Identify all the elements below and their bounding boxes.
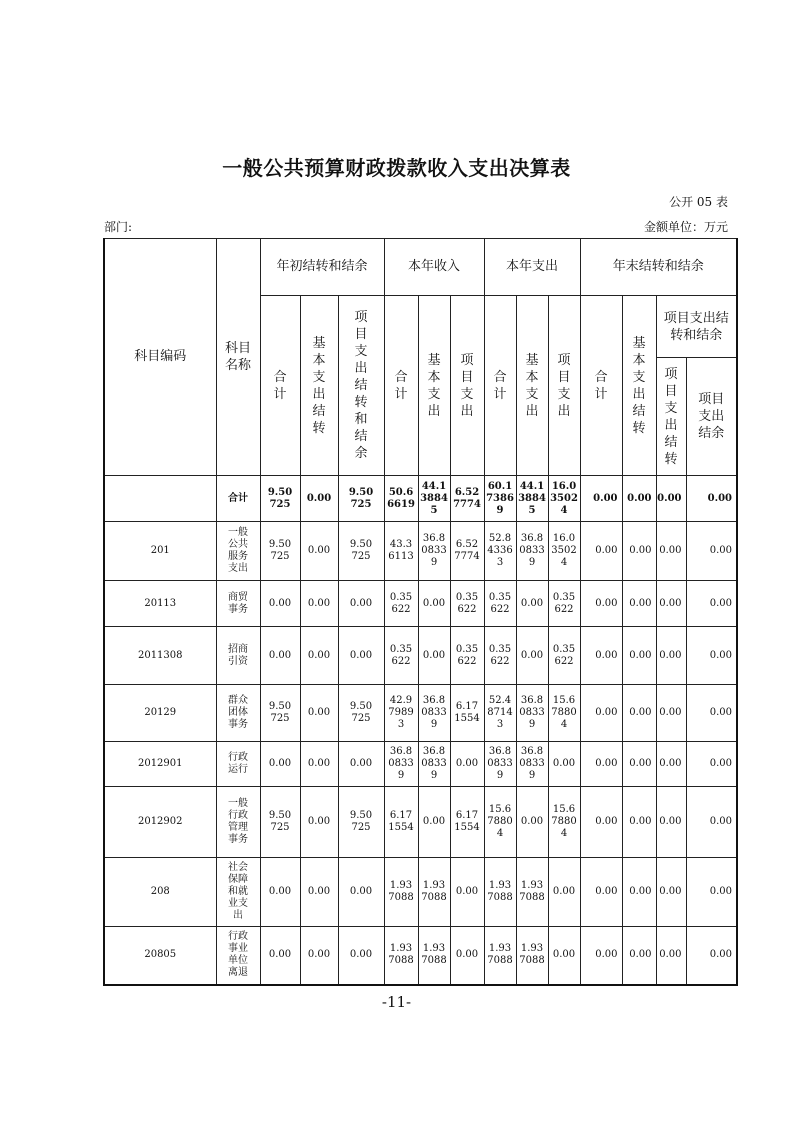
amount-cell: 0.00 <box>580 685 622 742</box>
amount-cell: 0.00 <box>580 787 622 858</box>
amount-cell: 9.50725 <box>338 476 384 522</box>
table-row <box>104 927 737 985</box>
amount-cell: 0.00 <box>622 927 656 985</box>
subject-name-cell: 行政事业单位离退 <box>216 927 260 985</box>
page-number: -11- <box>381 993 412 1011</box>
table-row <box>104 581 737 627</box>
amount-cell: 0.00 <box>622 476 656 522</box>
subject-name-cell: 群众团体事务 <box>216 685 260 742</box>
subject-name-cell: 行政运行 <box>216 742 260 787</box>
amount-cell: 52.843363 <box>484 522 516 581</box>
amount-cell: 0.00 <box>622 787 656 858</box>
amount-cell: 0.00 <box>260 581 300 627</box>
subject-name-cell: 合计 <box>216 476 260 522</box>
amount-cell: 0.00 <box>656 927 686 985</box>
amount-cell: 1.937088 <box>418 927 450 985</box>
header-begin-basic: 基本支出结转 <box>300 296 338 476</box>
amount-cell: 0.00 <box>580 858 622 927</box>
amount-cell: 0.35622 <box>484 627 516 685</box>
amount-cell: 0.35622 <box>450 581 484 627</box>
table-row <box>104 627 737 685</box>
amount-cell: 16.035024 <box>548 522 580 581</box>
amount-cell: 0.35622 <box>384 581 418 627</box>
budget-table <box>103 238 738 986</box>
subject-name-cell: 一般公共服务支出 <box>216 522 260 581</box>
amount-cell: 9.50725 <box>260 685 300 742</box>
amount-cell: 0.00 <box>656 787 686 858</box>
amount-cell: 0.00 <box>548 858 580 927</box>
subject-code-cell: 20113 <box>104 581 216 627</box>
amount-cell: 0.00 <box>338 627 384 685</box>
amount-cell: 15.678804 <box>484 787 516 858</box>
subject-name-cell: 商贸事务 <box>216 581 260 627</box>
amount-cell: 9.50725 <box>260 476 300 522</box>
header-expense-project: 项目支出 <box>548 296 580 476</box>
amount-cell: 0.00 <box>548 927 580 985</box>
form-code: 公开 05 表 <box>669 195 728 209</box>
amount-cell: 0.00 <box>418 787 450 858</box>
amount-cell: 0.00 <box>300 685 338 742</box>
amount-cell: 0.00 <box>516 581 548 627</box>
amount-cell: 9.50725 <box>260 787 300 858</box>
amount-cell: 36.808339 <box>418 742 450 787</box>
subject-code-cell: 2012902 <box>104 787 216 858</box>
header-end-total: 合计 <box>580 296 622 476</box>
amount-cell: 0.00 <box>300 927 338 985</box>
amount-cell: 0.00 <box>622 522 656 581</box>
amount-cell: 15.678804 <box>548 787 580 858</box>
amount-cell: 0.00 <box>260 742 300 787</box>
amount-cell: 0.00 <box>686 627 737 685</box>
header-group-begin: 年初结转和结余 <box>260 239 384 296</box>
table-row <box>104 685 737 742</box>
amount-cell: 1.937088 <box>484 858 516 927</box>
total-row <box>104 476 737 522</box>
table-row <box>104 522 737 581</box>
amount-cell: 1.937088 <box>516 927 548 985</box>
amount-cell: 0.00 <box>260 927 300 985</box>
table-row <box>104 742 737 787</box>
amount-cell: 6.171554 <box>450 685 484 742</box>
amount-cell: 36.808339 <box>516 742 548 787</box>
amount-cell: 0.35622 <box>548 627 580 685</box>
header-end-project-transfer: 项目支出结转 <box>656 358 686 476</box>
amount-cell: 0.00 <box>656 522 686 581</box>
subject-code-cell: 2012901 <box>104 742 216 787</box>
amount-cell: 0.00 <box>686 685 737 742</box>
amount-cell: 0.00 <box>622 581 656 627</box>
header-subject-name: 科目名称 <box>216 239 260 476</box>
subject-name-cell: 招商引资 <box>216 627 260 685</box>
amount-cell: 0.00 <box>656 858 686 927</box>
amount-cell: 0.00 <box>260 627 300 685</box>
subject-code-cell: 2011308 <box>104 627 216 685</box>
amount-cell: 0.00 <box>686 927 737 985</box>
subject-name-cell: 一般行政管理事务 <box>216 787 260 858</box>
amount-cell: 0.00 <box>338 927 384 985</box>
amount-cell: 9.50725 <box>338 522 384 581</box>
amount-cell: 52.487143 <box>484 685 516 742</box>
unit-label: 金额单位：万元 <box>643 220 728 234</box>
amount-cell: 0.00 <box>686 787 737 858</box>
amount-cell: 0.00 <box>450 927 484 985</box>
amount-cell: 36.808339 <box>516 522 548 581</box>
amount-cell: 0.00 <box>580 476 622 522</box>
header-end-basic: 基本支出结转 <box>622 296 656 476</box>
subject-name-cell: 社会保障和就业支出 <box>216 858 260 927</box>
amount-cell: 44.138845 <box>516 476 548 522</box>
amount-cell: 0.00 <box>580 627 622 685</box>
amount-cell: 0.00 <box>300 581 338 627</box>
amount-cell: 0.00 <box>300 787 338 858</box>
header-group-expense: 本年支出 <box>484 239 580 296</box>
amount-cell: 0.00 <box>622 685 656 742</box>
amount-cell: 1.937088 <box>418 858 450 927</box>
table-row <box>104 787 737 858</box>
amount-cell: 0.00 <box>622 627 656 685</box>
amount-cell: 0.00 <box>450 742 484 787</box>
amount-cell: 0.00 <box>338 581 384 627</box>
subject-code-cell: 20129 <box>104 685 216 742</box>
amount-cell: 6.527774 <box>450 522 484 581</box>
amount-cell: 9.50725 <box>338 787 384 858</box>
amount-cell: 16.035024 <box>548 476 580 522</box>
amount-cell: 36.808339 <box>418 685 450 742</box>
subject-code-cell: 201 <box>104 522 216 581</box>
amount-cell: 0.00 <box>338 858 384 927</box>
amount-cell: 0.00 <box>580 742 622 787</box>
amount-cell: 9.50725 <box>260 522 300 581</box>
subject-code-cell: 208 <box>104 858 216 927</box>
amount-cell: 0.00 <box>418 627 450 685</box>
amount-cell: 0.00 <box>656 476 686 522</box>
amount-cell: 0.00 <box>580 522 622 581</box>
header-income-project: 项目支出 <box>450 296 484 476</box>
header-end-project-surplus: 项目支出结余 <box>686 358 737 476</box>
amount-cell: 15.678804 <box>548 685 580 742</box>
amount-cell: 6.171554 <box>450 787 484 858</box>
department-label: 部门: <box>104 220 133 234</box>
header-end-project-group: 项目支出结转和结余 <box>656 296 737 358</box>
amount-cell: 0.35622 <box>484 581 516 627</box>
amount-cell: 1.937088 <box>384 858 418 927</box>
amount-cell: 0.35622 <box>548 581 580 627</box>
amount-cell: 0.00 <box>656 742 686 787</box>
amount-cell: 0.00 <box>300 742 338 787</box>
header-group-income: 本年收入 <box>384 239 484 296</box>
amount-cell: 0.00 <box>686 522 737 581</box>
amount-cell: 0.00 <box>450 858 484 927</box>
amount-cell: 0.00 <box>686 581 737 627</box>
header-subject-code: 科目编码 <box>104 239 216 476</box>
header-expense-basic: 基本支出 <box>516 296 548 476</box>
amount-cell: 1.937088 <box>384 927 418 985</box>
header-income-basic: 基本支出 <box>418 296 450 476</box>
amount-cell: 0.00 <box>580 927 622 985</box>
amount-cell: 9.50725 <box>338 685 384 742</box>
amount-cell: 0.35622 <box>450 627 484 685</box>
amount-cell: 0.00 <box>622 858 656 927</box>
amount-cell: 0.00 <box>300 522 338 581</box>
amount-cell: 0.35622 <box>384 627 418 685</box>
amount-cell: 0.00 <box>622 742 656 787</box>
table-row <box>104 858 737 927</box>
amount-cell: 0.00 <box>300 627 338 685</box>
report-title: 一般公共预算财政拨款收入支出决算表 <box>222 156 571 180</box>
amount-cell: 0.00 <box>516 787 548 858</box>
amount-cell: 0.00 <box>300 476 338 522</box>
amount-cell: 36.808339 <box>484 742 516 787</box>
header-group-end: 年末结转和结余 <box>580 239 737 296</box>
subject-code-cell <box>104 476 216 522</box>
amount-cell: 0.00 <box>686 476 737 522</box>
header-expense-total: 合计 <box>484 296 516 476</box>
header-begin-project: 项目支出结转和结余 <box>338 296 384 476</box>
amount-cell: 0.00 <box>548 742 580 787</box>
amount-cell: 36.808339 <box>418 522 450 581</box>
amount-cell: 0.00 <box>656 685 686 742</box>
amount-cell: 1.937088 <box>516 858 548 927</box>
amount-cell: 0.00 <box>686 742 737 787</box>
amount-cell: 36.808339 <box>384 742 418 787</box>
amount-cell: 0.00 <box>656 581 686 627</box>
amount-cell: 0.00 <box>580 581 622 627</box>
amount-cell: 42.97989 3 <box>384 685 418 742</box>
amount-cell: 1.937088 <box>484 927 516 985</box>
subject-code-cell: 20805 <box>104 927 216 985</box>
amount-cell: 0.00 <box>516 627 548 685</box>
amount-cell: 36.808339 <box>516 685 548 742</box>
amount-cell: 43.36113 <box>384 522 418 581</box>
amount-cell: 60.173869 <box>484 476 516 522</box>
header-begin-total: 合计 <box>260 296 300 476</box>
amount-cell: 0.00 <box>260 858 300 927</box>
amount-cell: 0.00 <box>418 581 450 627</box>
amount-cell: 44.138845 <box>418 476 450 522</box>
amount-cell: 0.00 <box>686 858 737 927</box>
amount-cell: 0.00 <box>300 858 338 927</box>
amount-cell: 0.00 <box>338 742 384 787</box>
amount-cell: 6.171554 <box>384 787 418 858</box>
amount-cell: 50.66619 <box>384 476 418 522</box>
amount-cell: 6.527774 <box>450 476 484 522</box>
header-income-total: 合计 <box>384 296 418 476</box>
amount-cell: 0.00 <box>656 627 686 685</box>
